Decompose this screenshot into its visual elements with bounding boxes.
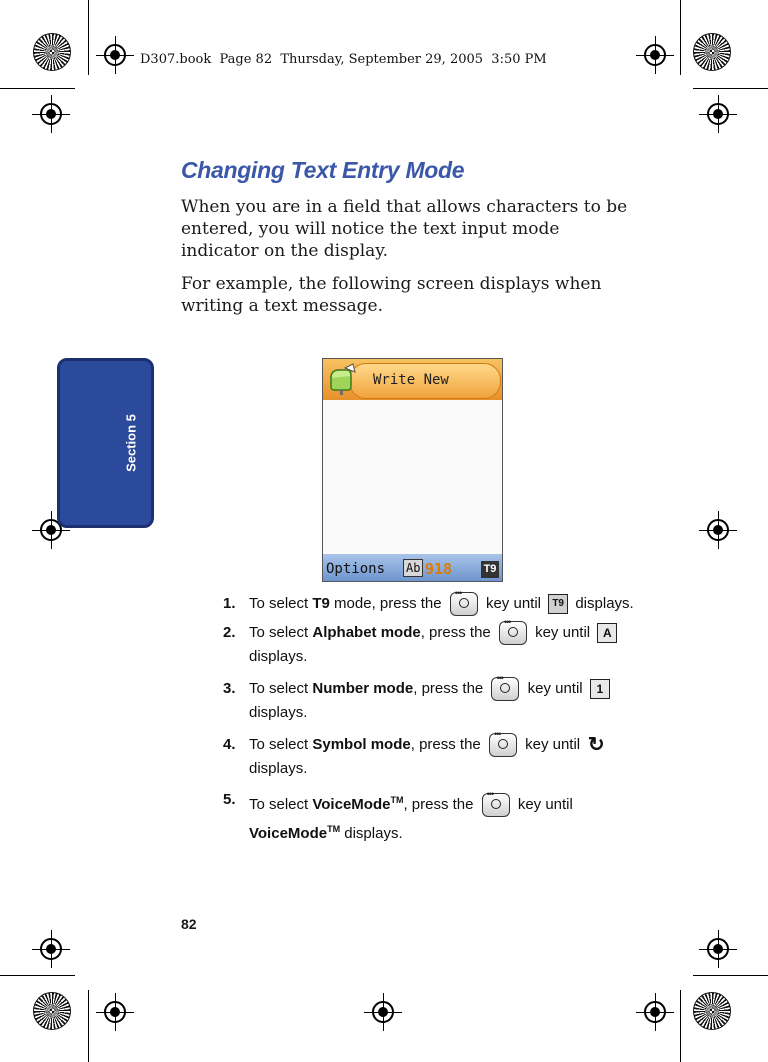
phone-screen-image (322, 358, 503, 582)
print-header: D307.book Page 82 Thursday, September 29, 2005 3:50 PM (140, 52, 547, 67)
step-text-part: key until (481, 595, 546, 612)
step-text-part: displays. (571, 595, 634, 612)
step-text-part: , press the (410, 736, 485, 753)
registration-mark-icon (372, 1001, 394, 1023)
sunburst-mark-icon (693, 33, 731, 71)
step-item (223, 733, 643, 783)
t9-indicator-icon: T9 (548, 594, 568, 614)
symbol-indicator-icon: ↻ (587, 734, 605, 757)
step-text (249, 788, 649, 846)
step-text-part: To select (249, 595, 313, 612)
sunburst-mark-icon (33, 992, 71, 1030)
crop-mark (680, 990, 681, 1062)
step-text (249, 592, 649, 616)
step-text (249, 733, 649, 781)
section-tab-label: Section 5 (123, 414, 139, 472)
step-text-part: , press the (413, 680, 488, 697)
registration-mark-icon (707, 519, 729, 541)
registration-mark-icon (104, 1001, 126, 1023)
step-item (223, 592, 643, 620)
step-mode-name: T9 (312, 595, 330, 612)
number-indicator-icon: 1 (590, 679, 610, 699)
registration-mark-icon (707, 938, 729, 960)
step-text-part: key until (520, 736, 585, 753)
step-text-part: To select (249, 796, 313, 813)
step-text-part: key until (513, 796, 573, 813)
phone-softkey-bar (323, 554, 502, 581)
step-mode-name: Alphabet mode (312, 624, 421, 641)
step-text (249, 621, 649, 669)
step-text-part: displays. (249, 760, 308, 778)
step-item (223, 677, 643, 727)
step-text-part: , press the (420, 624, 495, 641)
registration-mark-icon (644, 44, 666, 66)
mode-key-icon (499, 621, 527, 645)
registration-mark-icon (104, 44, 126, 66)
crop-mark (88, 0, 89, 75)
step-text-part: displays. (249, 648, 308, 666)
crop-mark (680, 0, 681, 75)
sunburst-mark-icon (33, 33, 71, 71)
step-item (223, 788, 643, 843)
step-number: 3. (223, 680, 236, 697)
example-paragraph: For example, the following screen displays when writing a text message. (181, 274, 602, 316)
crop-mark (0, 88, 75, 89)
step-text-part: , press the (403, 796, 478, 813)
step-text-part: displays. (249, 704, 308, 722)
phone-title: Write New (373, 372, 449, 388)
mode-key-icon (450, 592, 478, 616)
sunburst-mark-icon (693, 992, 731, 1030)
registration-mark-icon (40, 938, 62, 960)
step-mode-name: Symbol mode (312, 736, 411, 753)
step-text-part: displays. (340, 825, 403, 843)
step-mode-name: Number mode (312, 680, 414, 697)
step-text-part: To select (249, 736, 313, 753)
crop-mark (0, 975, 75, 976)
crop-mark (88, 990, 89, 1062)
section-tab (57, 358, 154, 528)
phone-title-bar (323, 359, 502, 400)
step-text-part: key until (530, 624, 595, 641)
step-text (249, 677, 649, 725)
phone-mode-indicator: Ab (403, 559, 423, 577)
page-number: 82 (181, 916, 197, 932)
page-title: Changing Text Entry Mode (181, 157, 465, 183)
registration-mark-icon (644, 1001, 666, 1023)
step-mode-name: VoiceMode (312, 796, 391, 813)
trademark-mark: TM (390, 795, 404, 805)
phone-t9-indicator: T9 (481, 561, 499, 578)
step-number: 4. (223, 736, 236, 753)
step-text-part: To select (249, 624, 313, 641)
step-number: 1. (223, 595, 236, 612)
intro-paragraph: When you are in a field that allows characters to be entered, you will notice the text input mode indicator on the display. (181, 197, 628, 261)
mode-key-icon (489, 733, 517, 757)
step-mode-name: VoiceMode (249, 825, 328, 843)
step-text-part: mode, press the (329, 595, 446, 612)
step-number: 5. (223, 791, 236, 808)
registration-mark-icon (707, 103, 729, 125)
crop-mark (693, 975, 768, 976)
mode-key-icon (491, 677, 519, 701)
trademark-mark: TM (327, 824, 341, 835)
step-text-part: key until (523, 680, 587, 697)
crop-mark (693, 88, 768, 89)
mailbox-icon (325, 362, 359, 396)
step-number: 2. (223, 624, 236, 641)
registration-mark-icon (40, 103, 62, 125)
phone-char-count: 918 (425, 560, 453, 578)
alphabet-indicator-icon: A (597, 623, 617, 643)
step-text-part: To select (249, 680, 313, 697)
step-item (223, 621, 643, 671)
mode-key-icon (482, 793, 510, 817)
phone-options-softkey: Options (326, 561, 386, 577)
